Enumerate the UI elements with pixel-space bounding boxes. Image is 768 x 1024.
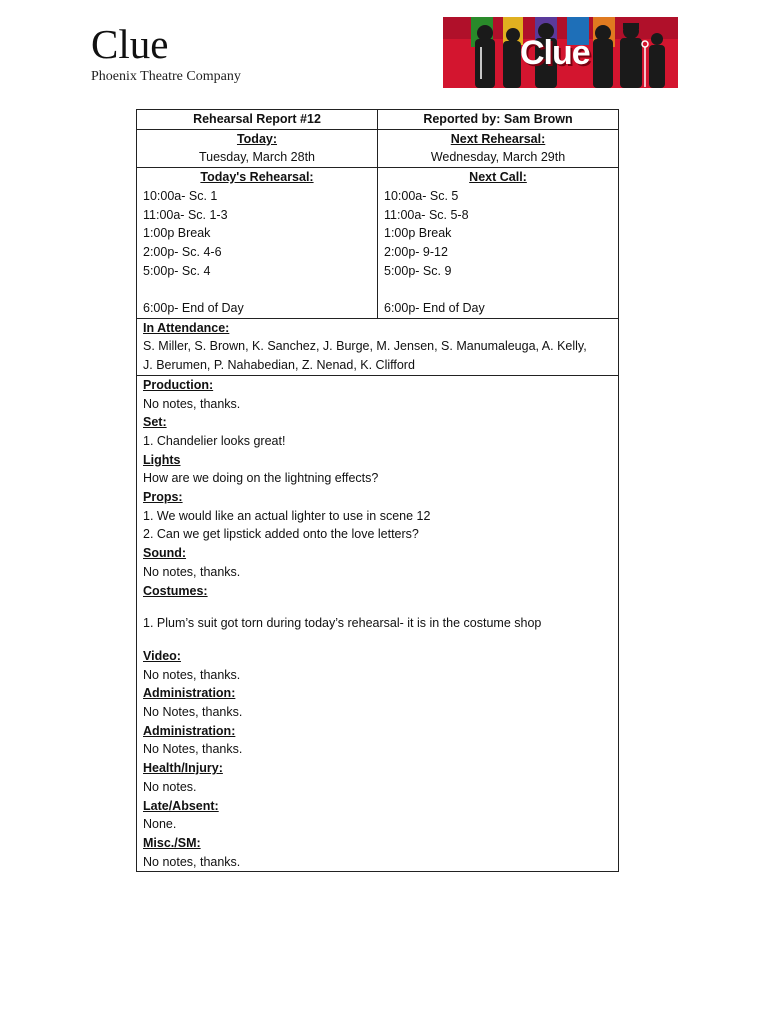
call-item: 5:00p- Sc. 9 xyxy=(384,263,452,278)
costumes-note: 1. Plum’s suit got torn during today’s rehearsal- it is in the costume shop xyxy=(143,616,542,631)
misc-sm-label: Misc./SM: xyxy=(143,836,201,850)
production-note: No notes, thanks. xyxy=(143,396,241,411)
call-item: 6:00p- End of Day xyxy=(384,301,485,316)
video-label: Video: xyxy=(143,648,181,663)
costumes-label: Costumes: xyxy=(143,583,208,598)
props-note: 1. We would like an actual lighter to use in scene 12 xyxy=(143,508,431,523)
late-absent-note: None. xyxy=(143,817,177,832)
production-label: Production: xyxy=(143,377,214,392)
costumes-spacer xyxy=(143,600,612,614)
todays-rehearsal-label: Today's Rehearsal: xyxy=(200,170,314,185)
logo-wordmark: Clue xyxy=(520,34,590,72)
attendance-label: In Attendance: xyxy=(143,320,230,335)
health-injury-label: Health/Injury: xyxy=(143,761,223,776)
attendance-names: S. Miller, S. Brown, K. Sanchez, J. Burge, M. Jensen, S. Manumaleuga, A. Kelly, xyxy=(143,339,587,354)
schedule-row xyxy=(137,168,619,319)
report-header-row xyxy=(137,110,619,130)
misc-sm-note: No notes, thanks. xyxy=(143,854,241,869)
attendance-cell xyxy=(137,318,619,375)
call-item xyxy=(384,280,612,299)
schedule-item: 6:00p- End of Day xyxy=(143,301,244,316)
schedule-item: 11:00a- Sc. 1-3 xyxy=(143,207,228,222)
next-rehearsal-cell xyxy=(378,129,619,167)
props-label: Props: xyxy=(143,490,183,505)
today-label: Today: xyxy=(236,131,278,146)
late-absent-label: Late/Absent: xyxy=(143,798,219,813)
call-item: 2:00p- 9-12 xyxy=(384,244,448,259)
today-cell xyxy=(137,129,378,167)
sound-label: Sound: xyxy=(143,546,187,561)
administration-label: Administration: xyxy=(143,686,236,701)
lights-label: Lights xyxy=(143,452,181,467)
show-title: Clue xyxy=(91,21,169,67)
next-call-label: Next Call: xyxy=(469,170,527,185)
company-name: Phoenix Theatre Company xyxy=(91,69,241,84)
reported-by: Reported by: Sam Brown xyxy=(378,110,619,130)
sound-note: No notes, thanks. xyxy=(143,564,241,579)
call-item: 1:00p Break xyxy=(384,226,452,241)
next-rehearsal-date: Wednesday, March 29th xyxy=(430,150,566,165)
schedule-item: 5:00p- Sc. 4 xyxy=(143,263,211,278)
report-number: Rehearsal Report #12 xyxy=(137,110,378,130)
administration-note: No Notes, thanks. xyxy=(143,742,243,757)
set-note: 1. Chandelier looks great! xyxy=(143,433,286,448)
todays-rehearsal-cell xyxy=(137,168,378,319)
schedule-item: 2:00p- Sc. 4-6 xyxy=(143,244,222,259)
lights-note: How are we doing on the lightning effects? xyxy=(143,471,379,486)
schedule-item: 10:00a- Sc. 1 xyxy=(143,188,218,203)
dates-row xyxy=(137,129,619,167)
administration-label: Administration: xyxy=(143,723,236,738)
video-note: No notes, thanks. xyxy=(143,667,241,682)
schedule-item xyxy=(143,280,371,299)
next-rehearsal-label: Next Rehearsal: xyxy=(450,131,546,146)
set-label: Set: xyxy=(143,415,167,430)
rehearsal-report-table xyxy=(136,109,619,872)
administration-note: No Notes, thanks. xyxy=(143,705,243,720)
video-spacer xyxy=(143,633,612,647)
next-call-cell xyxy=(378,168,619,319)
notes-row xyxy=(137,375,619,872)
today-date: Tuesday, March 28th xyxy=(198,150,316,165)
notes-cell xyxy=(137,375,619,872)
attendance-names: J. Berumen, P. Nahabedian, Z. Nenad, K. Clifford xyxy=(143,358,415,373)
call-item: 11:00a- Sc. 5-8 xyxy=(384,207,469,222)
call-item: 10:00a- Sc. 5 xyxy=(384,188,459,203)
health-injury-note: No notes. xyxy=(143,779,197,794)
schedule-item: 1:00p Break xyxy=(143,226,211,241)
props-note: 2. Can we get lipstick added onto the love letters? xyxy=(143,527,419,542)
attendance-row xyxy=(137,318,619,375)
